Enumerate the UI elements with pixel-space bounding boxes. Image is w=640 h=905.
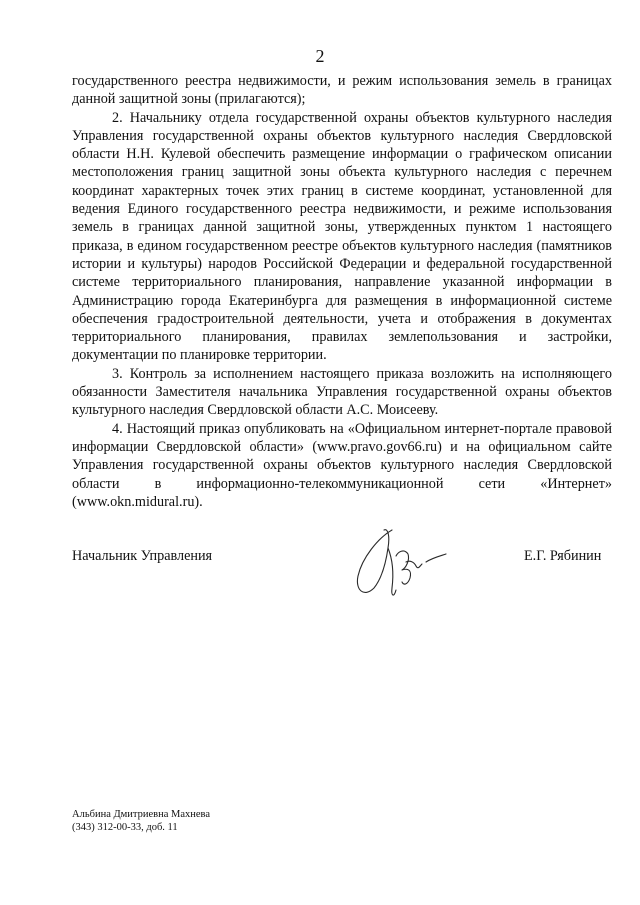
executor-phone: (343) 312-00-33, доб. 11 [72,822,178,833]
paragraph-continuation: государственного реестра недвижимости, и режим использования земель в границах данной защитной зоны (прилагаются); [72,73,612,108]
executor-name: Альбина Дмитриевна Махнева [72,809,211,820]
document-body [72,72,612,511]
paragraph-item-2: 2. Начальнику отдела государственной охраны объектов культурного наследия Управления государственной охраны объектов культурного наследия Свердловской области Н.Н. Кулевой обеспечить размещение информации о графическом описании местоположения границ защитной зоны объекта культурного наследия с перечнем координат характерных точек этих границ в системе координат, установленной для ведения Единого государственного реестра недвижимости, и режиме использования земель в границах данной защитной зоны, утвержденных пунктом 1 настоящего приказа, в едином государственном реестре объектов культурного наследия (памятников истории и культуры) народов Российской Федерации и федеральной государственной системе территориального планирования, направление указанной информации в Администрацию города Екатеринбурга для размещения в информационной системе обеспечения градостроительной деятельности, учета и отображения в документах территориального планирования, правилах землепользования и застройки, документации по планировке территории. [72,109,612,364]
signatory-position: Начальник Управления [72,548,213,564]
executor-block [72,808,210,834]
paragraph-item-4: 4. Настоящий приказ опубликовать на «Официальном интернет-портале правовой информации Свердловской области» (www.pravo.gov66.ru) и на официальном сайте Управления государственной охраны объектов культурного наследия Свердловской области в информационно-телекоммуникационной сети «Интернет» (www.okn.midural.ru). [72,420,612,510]
paragraph-item-3: 3. Контроль за исполнением настоящего приказа возложить на исполняющего обязанности Заместителя начальника Управления государственной охраны объектов культурного наследия Свердловской области А.С. Моисееву. [72,365,612,419]
page-number: 2 [315,46,325,66]
signatory-name: Е.Г. Рябинин [524,548,602,564]
handwritten-signature [348,518,478,608]
